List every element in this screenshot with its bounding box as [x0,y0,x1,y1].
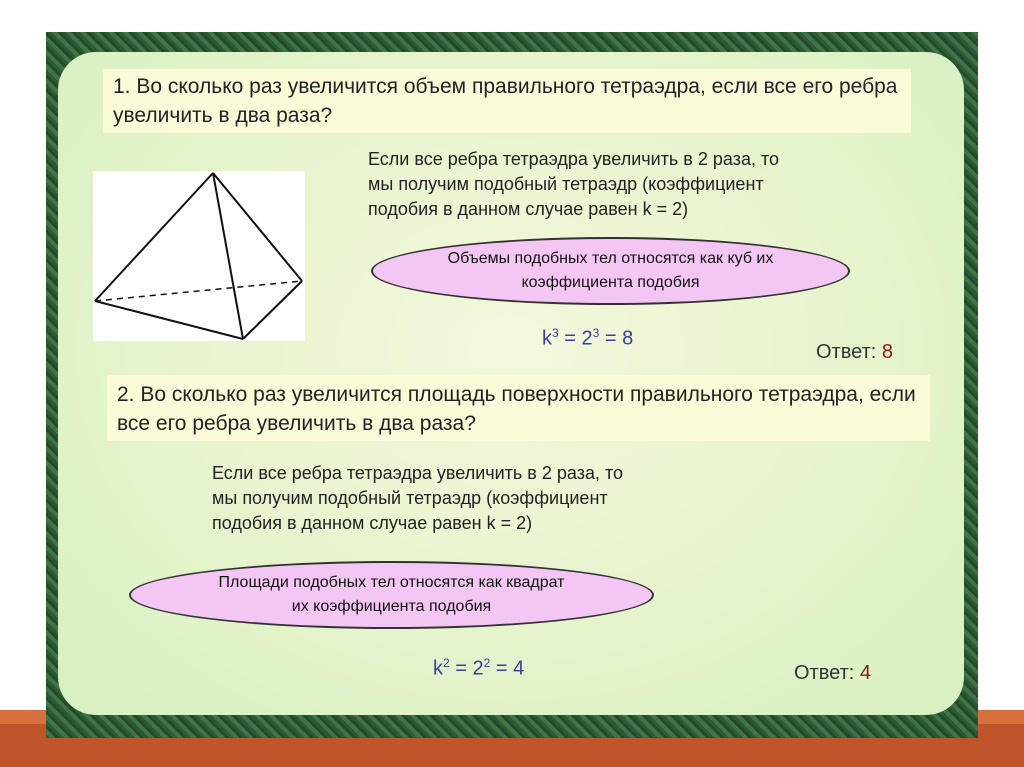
explanation-1-line: мы получим подобный тетраэдр (коэффициент [368,174,764,194]
rule-2-line: Площади подобных тел относятся как квадрат [218,574,565,591]
rule-1-line: коэффициента подобия [521,274,700,291]
tetrahedron-icon [93,171,305,341]
explanation-1 [368,147,888,222]
answer-2 [794,662,871,685]
formula-1-eq: = 2 [558,327,593,350]
rule-2-oval [129,561,654,629]
rule-2-line: их коэффициента подобия [291,598,492,615]
question-1-text: 1. Во сколько раз увеличится объем правильного тетраэдра, если все его ребра увеличить в два раза? [113,75,898,127]
explanation-2 [212,461,732,536]
formula-2-base: k [433,657,443,680]
answer-2-label: Ответ: [794,662,860,684]
question-1-box [103,69,911,133]
formula-2-eq: = 2 [449,657,484,680]
formula-1-exp: 3 [552,326,559,340]
rule-1-oval [371,237,850,305]
explanation-1-line: Если все ребра тетраэдра увеличить в 2 раза, то [368,149,780,169]
answer-2-value: 4 [859,662,871,684]
formula-1-result: = 8 [599,327,634,350]
formula-1-base: k [542,327,552,350]
formula-1 [542,326,633,351]
answer-1-label: Ответ: [816,341,882,363]
formula-2-exp2: 2 [483,656,491,670]
formula-2-result: = 4 [490,657,525,680]
formula-1-exp2: 3 [592,326,600,340]
answer-1 [816,341,893,364]
explanation-2-line: Если все ребра тетраэдра увеличить в 2 раза, то [212,463,624,483]
explanation-2-line: мы получим подобный тетраэдр (коэффициент [212,488,608,508]
formula-2 [433,656,524,681]
question-2-box [107,375,930,441]
question-2-text: 2. Во сколько раз увеличится площадь поверхности правильного тетраэдра, если все его ребра увеличить в два раза? [117,383,916,435]
answer-1-value: 8 [881,341,893,363]
rule-1-line: Объемы подобных тел относятся как куб их [447,250,774,267]
tetrahedron-figure [93,171,305,341]
formula-2-exp: 2 [443,656,450,670]
explanation-2-line: подобия в данном случае равен k = 2) [212,513,533,533]
explanation-1-line: подобия в данном случае равен k = 2) [368,199,689,219]
